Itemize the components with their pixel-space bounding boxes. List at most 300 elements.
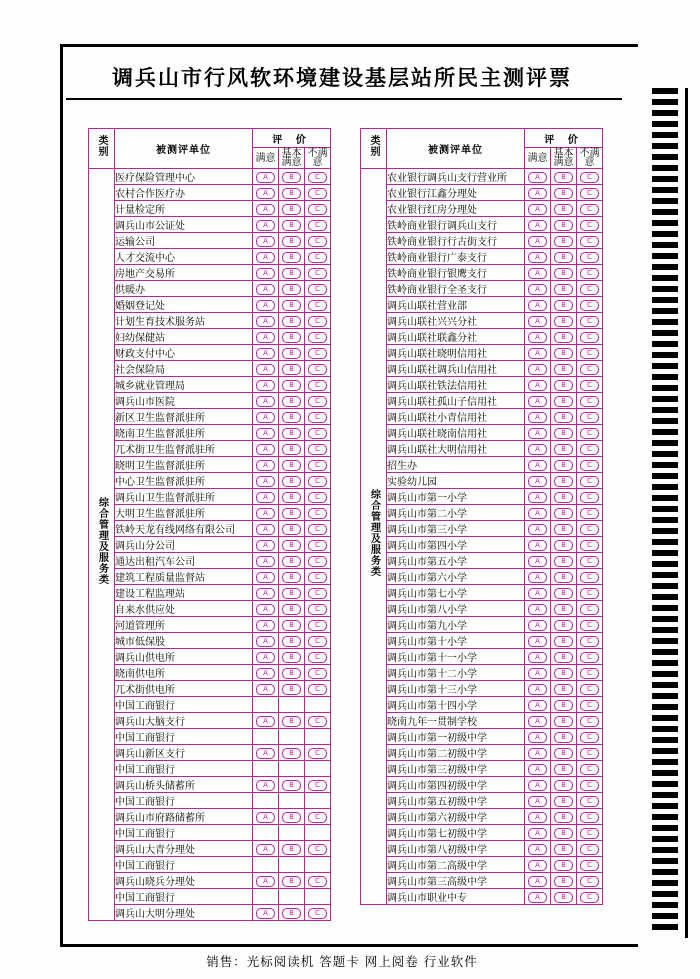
bubble-b[interactable]: B	[279, 633, 305, 649]
table-row	[361, 777, 603, 793]
bubble-c[interactable]: C	[577, 185, 603, 201]
bubble-a[interactable]: A	[525, 329, 551, 345]
bubble-a[interactable]: A	[525, 249, 551, 265]
bubble-c[interactable]: C	[577, 473, 603, 489]
bubble-c[interactable]: C	[305, 361, 331, 377]
bubble-b[interactable]: B	[279, 713, 305, 729]
bubble-c[interactable]: C	[305, 313, 331, 329]
bubble-c[interactable]: C	[577, 233, 603, 249]
bubble-c[interactable]: C	[577, 377, 603, 393]
bubble-c[interactable]: C	[577, 681, 603, 697]
unit-name-cell: 中国工商银行	[115, 729, 253, 745]
bubble-a[interactable]: A	[525, 377, 551, 393]
bubble-b[interactable]: B	[551, 345, 577, 361]
bubble-a[interactable]: A	[525, 857, 551, 873]
bubble-b[interactable]: B	[551, 777, 577, 793]
table-row	[361, 825, 603, 841]
bubble-a[interactable]: A	[253, 569, 279, 585]
bubble-b[interactable]: B	[551, 393, 577, 409]
unit-name-cell: 调兵山市公证处	[115, 217, 253, 233]
bubble-a[interactable]: A	[525, 313, 551, 329]
bubble-b[interactable]: B	[279, 265, 305, 281]
bubble-c[interactable]: C	[305, 329, 331, 345]
bubble-b[interactable]: B	[551, 297, 577, 313]
unit-name-cell: 农业银行红房分理处	[387, 201, 525, 217]
timing-mark	[652, 605, 678, 611]
bubble-a[interactable]: A	[525, 825, 551, 841]
bubble-c[interactable]: C	[577, 297, 603, 313]
bubble-a[interactable]: A	[525, 761, 551, 777]
bubble-b[interactable]: B	[551, 281, 577, 297]
bubble-c[interactable]: C	[305, 649, 331, 665]
bubble-b[interactable]: B	[279, 873, 305, 889]
bubble-b[interactable]: B	[279, 585, 305, 601]
bubble-c[interactable]: C	[577, 873, 603, 889]
bubble-a[interactable]: A	[253, 713, 279, 729]
bubble-b[interactable]: B	[551, 649, 577, 665]
bubble-b[interactable]: B	[551, 713, 577, 729]
bubble-a[interactable]: A	[253, 281, 279, 297]
bubble-b[interactable]: B	[279, 201, 305, 217]
bubble-a[interactable]: A	[253, 553, 279, 569]
bubble-b[interactable]: B	[551, 505, 577, 521]
bubble-c[interactable]: C	[305, 489, 331, 505]
unit-name-cell: 调兵山联社晓明信用社	[387, 345, 525, 361]
bubble-c[interactable]: C	[577, 793, 603, 809]
bubble-a[interactable]: A	[253, 873, 279, 889]
bubble-a[interactable]: A	[525, 201, 551, 217]
bubble-b[interactable]: B	[551, 233, 577, 249]
bubble-a[interactable]: A	[525, 281, 551, 297]
bubble-b[interactable]: B	[551, 745, 577, 761]
unit-name-cell: 调兵山联社小青信用社	[387, 409, 525, 425]
bubble-c[interactable]: C	[305, 201, 331, 217]
bubble-a[interactable]: A	[253, 393, 279, 409]
bubble-a[interactable]: A	[525, 633, 551, 649]
bubble-c[interactable]: C	[577, 521, 603, 537]
bubble-b[interactable]: B	[551, 313, 577, 329]
bubble-b[interactable]: B	[551, 473, 577, 489]
bubble-c[interactable]: C	[577, 665, 603, 681]
table-row	[89, 729, 331, 745]
bubble-b[interactable]: B	[551, 841, 577, 857]
bubble-b[interactable]: B	[551, 361, 577, 377]
timing-mark	[652, 880, 678, 886]
bubble-a[interactable]: A	[525, 713, 551, 729]
bubble-c[interactable]: C	[305, 185, 331, 201]
bubble-a[interactable]: A	[253, 905, 279, 921]
bubble-b[interactable]: B	[279, 169, 305, 185]
bubble-b[interactable]: B	[551, 185, 577, 201]
bubble-c[interactable]: C	[305, 553, 331, 569]
table-row	[89, 313, 331, 329]
table-row	[361, 889, 603, 905]
bubble-c[interactable]: C	[577, 441, 603, 457]
bubble-c[interactable]: C	[577, 745, 603, 761]
bubble-c[interactable]: C	[577, 345, 603, 361]
bubble-c[interactable]: C	[577, 713, 603, 729]
bubble-b[interactable]: B	[279, 345, 305, 361]
bubble-a[interactable]: A	[253, 777, 279, 793]
bubble-b[interactable]: B	[279, 521, 305, 537]
bubble-b[interactable]: B	[551, 169, 577, 185]
bubble-c[interactable]: C	[577, 857, 603, 873]
bubble-b[interactable]: B	[551, 265, 577, 281]
bubble-c[interactable]: C	[305, 441, 331, 457]
bubble-b[interactable]: B	[551, 425, 577, 441]
table-row	[89, 793, 331, 809]
bubble-b[interactable]: B	[551, 249, 577, 265]
bubble-c[interactable]: C	[305, 377, 331, 393]
bubble-a[interactable]: A	[253, 441, 279, 457]
bubble-a	[253, 793, 279, 809]
bubble-a[interactable]: A	[253, 681, 279, 697]
bubble-b[interactable]: B	[279, 553, 305, 569]
timing-mark	[652, 671, 678, 677]
unit-name-cell: 婚姻登记处	[115, 297, 253, 313]
bubble-b[interactable]: B	[551, 825, 577, 841]
bubble-b[interactable]: B	[551, 681, 577, 697]
bubble-c[interactable]: C	[577, 585, 603, 601]
bubble-a[interactable]: A	[253, 505, 279, 521]
bubble-a[interactable]: A	[525, 521, 551, 537]
unit-name-cell: 铁岭天龙有线网络有限公司	[115, 521, 253, 537]
bubble-c[interactable]: C	[305, 601, 331, 617]
bubble-c[interactable]: C	[577, 457, 603, 473]
bubble-b[interactable]: B	[279, 649, 305, 665]
bubble-c[interactable]: C	[305, 169, 331, 185]
unit-name-cell: 招生办	[387, 457, 525, 473]
table-row	[89, 249, 331, 265]
bubble-c[interactable]: C	[577, 505, 603, 521]
bubble-a[interactable]: A	[525, 185, 551, 201]
timing-mark	[652, 660, 678, 666]
bubble-a[interactable]: A	[525, 697, 551, 713]
timing-mark	[652, 451, 678, 457]
bubble-a[interactable]: A	[525, 649, 551, 665]
bubble-c[interactable]: C	[577, 841, 603, 857]
bubble-b[interactable]: B	[279, 681, 305, 697]
bubble-a[interactable]: A	[253, 265, 279, 281]
bubble-c[interactable]: C	[305, 425, 331, 441]
bubble-a[interactable]: A	[253, 249, 279, 265]
bubble-b[interactable]: B	[551, 809, 577, 825]
bubble-b[interactable]: B	[279, 185, 305, 201]
timing-mark	[652, 154, 678, 160]
bubble-b[interactable]: B	[551, 585, 577, 601]
bubble-b[interactable]: B	[279, 457, 305, 473]
bubble-c[interactable]: C	[577, 249, 603, 265]
bubble-b[interactable]: B	[551, 457, 577, 473]
bubble-c[interactable]: C	[577, 569, 603, 585]
bubble-c[interactable]: C	[577, 281, 603, 297]
bubble-c[interactable]: C	[305, 281, 331, 297]
bubble-b[interactable]: B	[551, 601, 577, 617]
bubble-a[interactable]: A	[253, 665, 279, 681]
bubble-c[interactable]: C	[577, 265, 603, 281]
bubble-c[interactable]: C	[305, 841, 331, 857]
bubble-a[interactable]: A	[253, 617, 279, 633]
bubble-a[interactable]: A	[253, 377, 279, 393]
bubble-a[interactable]: A	[525, 441, 551, 457]
table-row	[89, 873, 331, 889]
bubble-b[interactable]: B	[279, 233, 305, 249]
bubble-c[interactable]: C	[305, 633, 331, 649]
bubble-c[interactable]: C	[305, 233, 331, 249]
unit-name-cell: 铁岭商业银行银鹰支行	[387, 265, 525, 281]
bubble-c[interactable]: C	[305, 569, 331, 585]
bubble-a[interactable]: A	[253, 457, 279, 473]
bubble-c[interactable]: C	[305, 537, 331, 553]
bubble-c[interactable]: C	[305, 713, 331, 729]
bubble-a[interactable]: A	[253, 313, 279, 329]
bubble-b[interactable]: B	[551, 377, 577, 393]
bubble-c[interactable]: C	[577, 201, 603, 217]
bubble-c[interactable]: C	[577, 409, 603, 425]
bubble-b[interactable]: B	[551, 201, 577, 217]
bubble-b[interactable]: B	[279, 905, 305, 921]
bubble-b[interactable]: B	[551, 521, 577, 537]
bubble-a[interactable]: A	[525, 889, 551, 905]
bubble-a[interactable]: A	[253, 409, 279, 425]
bubble-c[interactable]: C	[305, 345, 331, 361]
bubble-a[interactable]: A	[525, 473, 551, 489]
bubble-b[interactable]: B	[551, 889, 577, 905]
bubble-a[interactable]: A	[253, 649, 279, 665]
bubble-c[interactable]: C	[305, 473, 331, 489]
bubble-c[interactable]: C	[577, 633, 603, 649]
bubble-c[interactable]: C	[305, 617, 331, 633]
bubble-a[interactable]: A	[525, 505, 551, 521]
bubble-b[interactable]: B	[279, 217, 305, 233]
bubble-a[interactable]: A	[253, 841, 279, 857]
bubble-c[interactable]: C	[577, 393, 603, 409]
bubble-c[interactable]: C	[305, 521, 331, 537]
bubble-c[interactable]: C	[305, 393, 331, 409]
bubble-a[interactable]: A	[525, 489, 551, 505]
bubble-b[interactable]: B	[551, 441, 577, 457]
bubble-a[interactable]: A	[253, 217, 279, 233]
bubble-b[interactable]: B	[279, 281, 305, 297]
bubble-b[interactable]: B	[279, 777, 305, 793]
bubble-a[interactable]: A	[253, 169, 279, 185]
bubble-c[interactable]: C	[577, 425, 603, 441]
bubble-b[interactable]: B	[551, 697, 577, 713]
bubble-a[interactable]: A	[525, 233, 551, 249]
bubble-a[interactable]: A	[253, 745, 279, 761]
bubble-a[interactable]: A	[525, 457, 551, 473]
unit-name-cell: 城乡就业管理局	[115, 377, 253, 393]
bubble-a[interactable]: A	[525, 729, 551, 745]
bubble-b[interactable]: B	[551, 553, 577, 569]
bubble-a[interactable]: A	[525, 169, 551, 185]
bubble-a[interactable]: A	[525, 777, 551, 793]
bubble-a[interactable]: A	[525, 873, 551, 889]
bubble-c[interactable]: C	[577, 361, 603, 377]
bubble-a[interactable]: A	[253, 329, 279, 345]
bubble-c[interactable]: C	[577, 489, 603, 505]
bubble-c[interactable]: C	[305, 409, 331, 425]
bubble-b[interactable]: B	[551, 617, 577, 633]
bubble-c[interactable]: C	[577, 729, 603, 745]
bubble-c[interactable]: C	[305, 585, 331, 601]
bubble-a[interactable]: A	[525, 585, 551, 601]
table-row	[361, 601, 603, 617]
bubble-a[interactable]: A	[525, 665, 551, 681]
bubble-b[interactable]: B	[551, 873, 577, 889]
bubble-a[interactable]: A	[253, 521, 279, 537]
bubble-c[interactable]: C	[305, 249, 331, 265]
bubble-c[interactable]: C	[305, 905, 331, 921]
timing-mark	[652, 737, 678, 743]
bubble-a[interactable]: A	[253, 201, 279, 217]
bubble-a[interactable]: A	[525, 601, 551, 617]
bubble-c[interactable]: C	[305, 265, 331, 281]
bubble-b[interactable]: B	[551, 569, 577, 585]
bubble-a[interactable]: A	[525, 617, 551, 633]
table-row	[361, 633, 603, 649]
bubble-a[interactable]: A	[253, 585, 279, 601]
bubble-a[interactable]: A	[525, 409, 551, 425]
bubble-a	[253, 825, 279, 841]
bubble-c[interactable]: C	[577, 169, 603, 185]
bubble-b[interactable]: B	[279, 361, 305, 377]
bubble-b[interactable]: B	[551, 329, 577, 345]
bubble-a[interactable]: A	[253, 185, 279, 201]
bubble-c[interactable]: C	[577, 649, 603, 665]
bubble-c[interactable]: C	[305, 777, 331, 793]
bubble-a[interactable]: A	[525, 217, 551, 233]
bubble-c[interactable]: C	[305, 809, 331, 825]
bubble-b[interactable]: B	[279, 377, 305, 393]
bubble-b[interactable]: B	[279, 313, 305, 329]
bubble-c[interactable]: C	[577, 217, 603, 233]
bubble-b[interactable]: B	[551, 857, 577, 873]
bubble-b[interactable]: B	[279, 489, 305, 505]
right-evaluation-table	[360, 128, 603, 905]
bubble-c[interactable]: C	[577, 889, 603, 905]
bubble-c[interactable]: C	[577, 617, 603, 633]
bubble-b[interactable]: B	[279, 425, 305, 441]
bubble-b[interactable]: B	[551, 633, 577, 649]
bubble-a[interactable]: A	[525, 265, 551, 281]
bubble-b[interactable]: B	[279, 537, 305, 553]
bubble-b[interactable]: B	[551, 409, 577, 425]
unit-name-cell: 中国工商银行	[115, 697, 253, 713]
bubble-c[interactable]: C	[577, 809, 603, 825]
timing-mark	[652, 165, 678, 171]
bubble-a[interactable]: A	[525, 425, 551, 441]
bubble-a[interactable]: A	[253, 345, 279, 361]
bubble-b[interactable]: B	[551, 537, 577, 553]
bubble-a[interactable]: A	[525, 569, 551, 585]
header-option-satisfied: 满意	[525, 148, 551, 169]
bubble-b[interactable]: B	[279, 601, 305, 617]
bubble-c[interactable]: C	[305, 681, 331, 697]
bubble-c[interactable]: C	[305, 745, 331, 761]
unit-name-cell: 调兵山市第六小学	[387, 569, 525, 585]
bubble-c[interactable]: C	[305, 873, 331, 889]
bubble-c[interactable]: C	[305, 297, 331, 313]
bubble-a[interactable]: A	[253, 601, 279, 617]
bubble-b[interactable]: B	[551, 217, 577, 233]
bubble-b[interactable]: B	[279, 809, 305, 825]
bubble-b[interactable]: B	[279, 505, 305, 521]
bubble-c[interactable]: C	[577, 697, 603, 713]
bubble-a[interactable]: A	[525, 361, 551, 377]
bubble-b[interactable]: B	[279, 473, 305, 489]
bubble-b[interactable]: B	[551, 729, 577, 745]
bubble-b[interactable]: B	[279, 297, 305, 313]
unit-name-cell: 调兵山联社调兵山信用社	[387, 361, 525, 377]
bubble-c[interactable]: C	[577, 553, 603, 569]
bubble-a[interactable]: A	[525, 681, 551, 697]
bubble-c[interactable]: C	[577, 777, 603, 793]
bubble-a[interactable]: A	[525, 553, 551, 569]
unit-name-cell: 自来水供应处	[115, 601, 253, 617]
bubble-b[interactable]: B	[279, 569, 305, 585]
bubble-b[interactable]: B	[279, 841, 305, 857]
bubble-a[interactable]: A	[253, 633, 279, 649]
bubble-b[interactable]: B	[551, 665, 577, 681]
bubble-a[interactable]: A	[525, 745, 551, 761]
bubble-a[interactable]: A	[525, 793, 551, 809]
bubble-a[interactable]: A	[525, 297, 551, 313]
bubble-a[interactable]: A	[525, 809, 551, 825]
bubble-a[interactable]: A	[253, 537, 279, 553]
left-table-wrapper	[88, 128, 331, 921]
bubble-c[interactable]: C	[577, 313, 603, 329]
bubble-b[interactable]: B	[279, 617, 305, 633]
bubble-a[interactable]: A	[525, 345, 551, 361]
table-row	[89, 457, 331, 473]
bubble-c[interactable]: C	[577, 825, 603, 841]
bubble-a[interactable]: A	[253, 425, 279, 441]
bubble-a[interactable]: A	[253, 489, 279, 505]
bubble-b[interactable]: B	[279, 393, 305, 409]
bubble-b[interactable]: B	[551, 489, 577, 505]
bubble-b[interactable]: B	[279, 665, 305, 681]
bubble-b[interactable]: B	[279, 329, 305, 345]
bubble-c[interactable]: C	[577, 537, 603, 553]
bubble-a[interactable]: A	[525, 841, 551, 857]
bubble-c[interactable]: C	[305, 217, 331, 233]
table-row	[361, 729, 603, 745]
bubble-a[interactable]: A	[253, 233, 279, 249]
unit-name-cell: 调兵山市第十三小学	[387, 681, 525, 697]
bubble-a[interactable]: A	[525, 393, 551, 409]
bubble-c[interactable]: C	[577, 601, 603, 617]
bubble-b[interactable]: B	[279, 745, 305, 761]
bubble-a[interactable]: A	[253, 473, 279, 489]
bubble-b[interactable]: B	[551, 761, 577, 777]
timing-mark	[652, 704, 678, 710]
bubble-a[interactable]: A	[253, 297, 279, 313]
bubble-c[interactable]: C	[305, 457, 331, 473]
bubble-b[interactable]: B	[279, 409, 305, 425]
bubble-b[interactable]: B	[279, 249, 305, 265]
bubble-c[interactable]: C	[305, 665, 331, 681]
bubble-b[interactable]: B	[551, 793, 577, 809]
bubble-b[interactable]: B	[279, 441, 305, 457]
bubble-a[interactable]: A	[525, 537, 551, 553]
bubble-c[interactable]: C	[577, 761, 603, 777]
frame-left-border	[60, 44, 63, 947]
bubble-c[interactable]: C	[305, 505, 331, 521]
bubble-a[interactable]: A	[253, 361, 279, 377]
bubble-c[interactable]: C	[577, 329, 603, 345]
bubble-a[interactable]: A	[253, 809, 279, 825]
